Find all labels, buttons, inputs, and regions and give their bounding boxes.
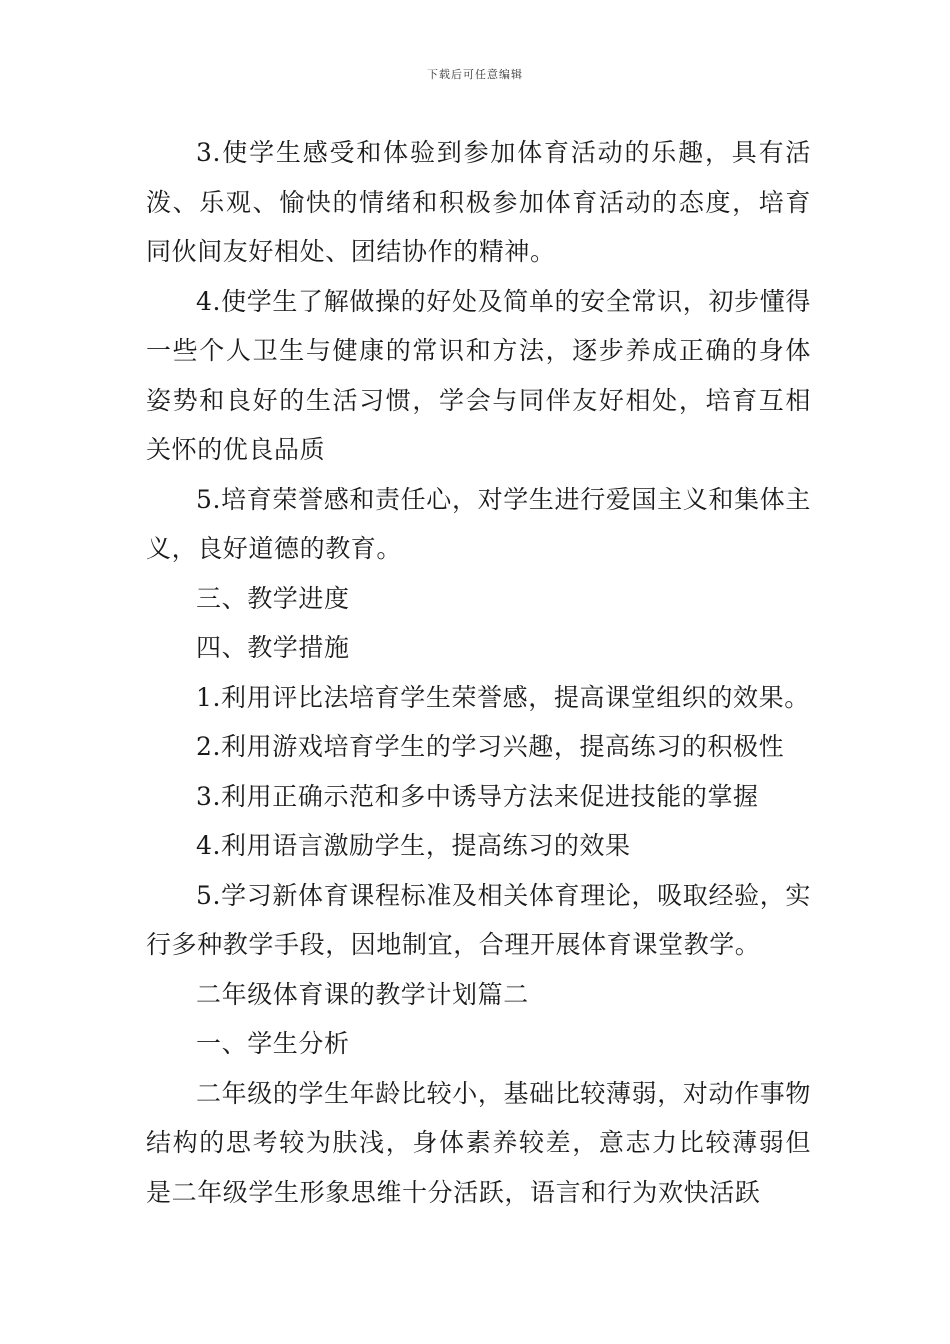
paragraph-measure-5: 5.学习新体育课程标准及相关体育理论，吸取经验，实行多种教学手段，因地制宜，合理开展体育课堂教学。	[146, 880, 811, 959]
paragraph-measure-2: 2.利用游戏培育学生的学习兴趣，提高练习的积极性	[196, 732, 785, 761]
paragraph-student-analysis: 二年级的学生年龄比较小，基础比较薄弱，对动作事物结构的思考较为肤浅，身体素养较差，意志力比较薄弱但是二年级学生形象思维十分活跃，语言和行为欢快活跃	[146, 1078, 811, 1207]
heading-student-analysis: 一、学生分析	[196, 1029, 350, 1058]
paragraph-goal-4: 4.使学生了解做操的好处及简单的安全常识，初步懂得一些个人卫生与健康的常识和方法，逐步养成正确的身体姿势和良好的生活习惯，学会与同伴友好相处，培育互相关怀的优良品质	[146, 286, 811, 464]
paragraph-measure-3: 3.利用正确示范和多中诱导方法来促进技能的掌握	[196, 781, 759, 811]
heading-teaching-measures: 四、教学措施	[196, 633, 350, 662]
heading-teaching-progress: 三、教学进度	[196, 583, 350, 613]
paragraph-goal-3: 3.使学生感受和体验到参加体育活动的乐趣，具有活泼、乐观、愉快的情绪和积极参加体育活动的态度，培育同伙间友好相处、团结协作的精神。	[146, 138, 811, 266]
paragraph-measure-4: 4.利用语言激励学生，提高练习的效果	[196, 831, 631, 860]
page-header-note: 下载后可任意编辑	[427, 68, 523, 81]
paragraph-goal-5: 5.培育荣誉感和责任心，对学生进行爱国主义和集体主义，良好道德的教育。	[146, 484, 811, 563]
section-title-part-two: 二年级体育课的教学计划篇二	[196, 979, 529, 1009]
document-body	[146, 128, 811, 1217]
paragraph-measure-1: 1.利用评比法培育学生荣誉感，提高课堂组织的效果。	[196, 682, 810, 712]
